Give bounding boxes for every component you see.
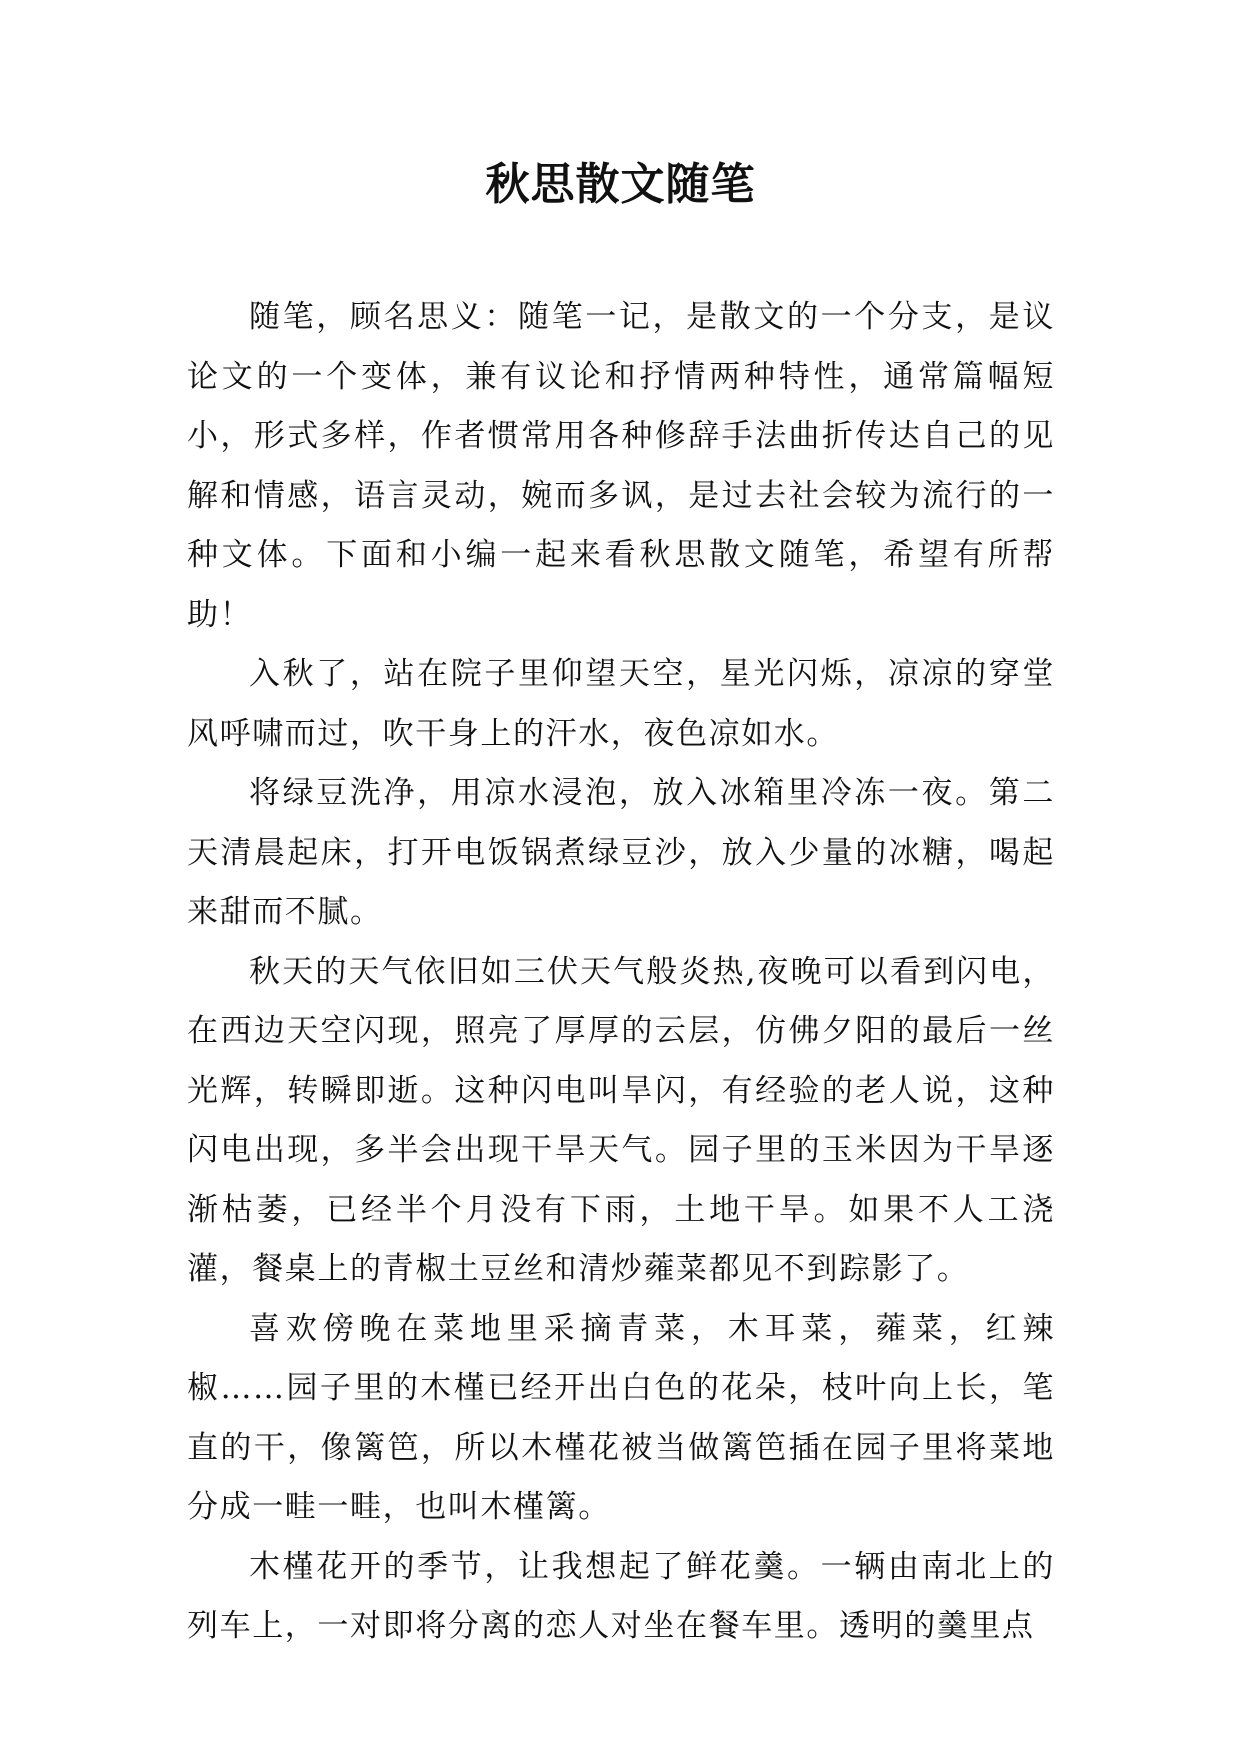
paragraph-flower-soup: 木槿花开的季节，让我想起了鲜花羹。一辆由南北上的列车上，一对即将分离的恋人对坐在餐车里。透明的羹里点 <box>187 1548 1055 1644</box>
paragraph-vegetable-garden: 喜欢傍晚在菜地里采摘青菜，木耳菜，蕹菜，红辣椒……园子里的木槿已经开出白色的花朵，枝叶向上长，笔直的干，像篱笆，所以木槿花被当做篱笆插在园子里将菜地分成一畦一畦，也叫木槿篱。 <box>187 1310 1055 1525</box>
document-body <box>187 288 1055 1657</box>
document-title: 秋思散文随笔 <box>485 159 756 210</box>
paragraph-intro: 随笔，顾名思义：随笔一记，是散文的一个分支，是议论文的一个变体，兼有议论和抒情两种特性，通常篇幅短小，形式多样，作者惯常用各种修辞手法曲折传达自己的见解和情感，语言灵动，婉而多讽，是过去社会较为流行的一种文体。下面和小编一起来看秋思散文随笔，希望有所帮助！ <box>187 299 1055 633</box>
paragraph-heat-lightning: 秋天的天气依旧如三伏天气般炎热,夜晚可以看到闪电，在西边天空闪现，照亮了厚厚的云层，仿佛夕阳的最后一丝光辉，转瞬即逝。这种闪电叫旱闪，有经验的老人说，这种闪电出现，多半会出现干旱天气。园子里的玉米因为干旱逐渐枯萎，已经半个月没有下雨，土地干旱。如果不人工浇灌，餐桌上的青椒土豆丝和清炒蕹菜都见不到踪影了。 <box>187 953 1055 1287</box>
paragraph-mung-beans: 将绿豆洗净，用凉水浸泡，放入冰箱里冷冻一夜。第二天清晨起床，打开电饭锅煮绿豆沙，放入少量的冰糖，喝起来甜而不腻。 <box>187 775 1055 930</box>
paragraph-autumn-night: 入秋了，站在院子里仰望天空，星光闪烁，凉凉的穿堂风呼啸而过，吹干身上的汗水，夜色凉如水。 <box>187 656 1055 752</box>
